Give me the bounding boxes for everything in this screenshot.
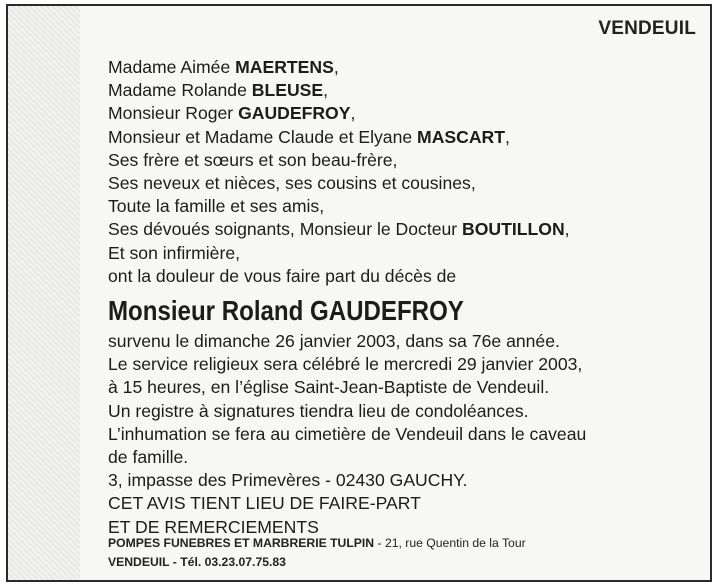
funeral-home-line xyxy=(108,534,526,553)
funeral-home-footer xyxy=(108,534,526,572)
mourner-line: Madame Rolande BLEUSE, xyxy=(108,80,329,101)
family-address: 3, impasse des Primevères - 02430 GAUCHY. xyxy=(108,470,468,491)
funeral-home-address: - 21, rue Quentin de la Tour xyxy=(374,536,526,550)
funeral-home-name: POMPES FUNEBRES ET MARBRERIE TULPIN xyxy=(108,536,375,550)
deceased-name: Monsieur Roland GAUDEFROY xyxy=(108,295,464,327)
funeral-home-phone: VENDEUIL - Tél. 03.23.07.75.83 xyxy=(108,555,286,569)
detail-line: L’inhumation se fera au cimetière de Vendeuil dans le caveau xyxy=(108,423,587,444)
mourner-line: Madame Aimée MAERTENS, xyxy=(108,57,339,77)
mourner-line: Toute la famille et ses amis, xyxy=(108,196,325,217)
detail-line: à 15 heures, en l’église Saint-Jean-Baptiste de Vendeuil. xyxy=(108,377,550,398)
detail-line: Le service religieux sera célébré le mercredi 29 janvier 2003, xyxy=(108,354,583,375)
mourner-line: Ses frère et sœurs et son beau-frère, xyxy=(108,149,398,170)
detail-line: Un registre à signatures tiendra lieu de condoléances. xyxy=(108,400,529,421)
mourner-line: Monsieur et Madame Claude et Elyane MASCART, xyxy=(108,126,510,147)
mourner-line: Et son infirmière, xyxy=(108,242,240,263)
closing-line: CET AVIS TIENT LIEU DE FAIRE-PART xyxy=(108,493,421,514)
mourner-line: Ses dévoués soignants, Monsieur le Docteur BOUTILLON, xyxy=(108,219,570,240)
town-heading: VENDEUIL xyxy=(598,18,696,39)
closing-line: ET DE REMERCIEMENTS xyxy=(108,516,319,537)
obituary-notice xyxy=(6,4,712,582)
announcement-line: ont la douleur de vous faire part du décès de xyxy=(108,265,457,286)
mourner-line: Ses neveux et nièces, ses cousins et cousines, xyxy=(108,173,476,194)
detail-line: survenu le dimanche 26 janvier 2003, dans sa 76e année. xyxy=(108,331,560,352)
detail-line: de famille. xyxy=(108,447,189,468)
left-margin-texture xyxy=(8,6,80,580)
mourner-line: Monsieur Roger GAUDEFROY, xyxy=(108,103,356,124)
notice-body xyxy=(108,56,704,539)
